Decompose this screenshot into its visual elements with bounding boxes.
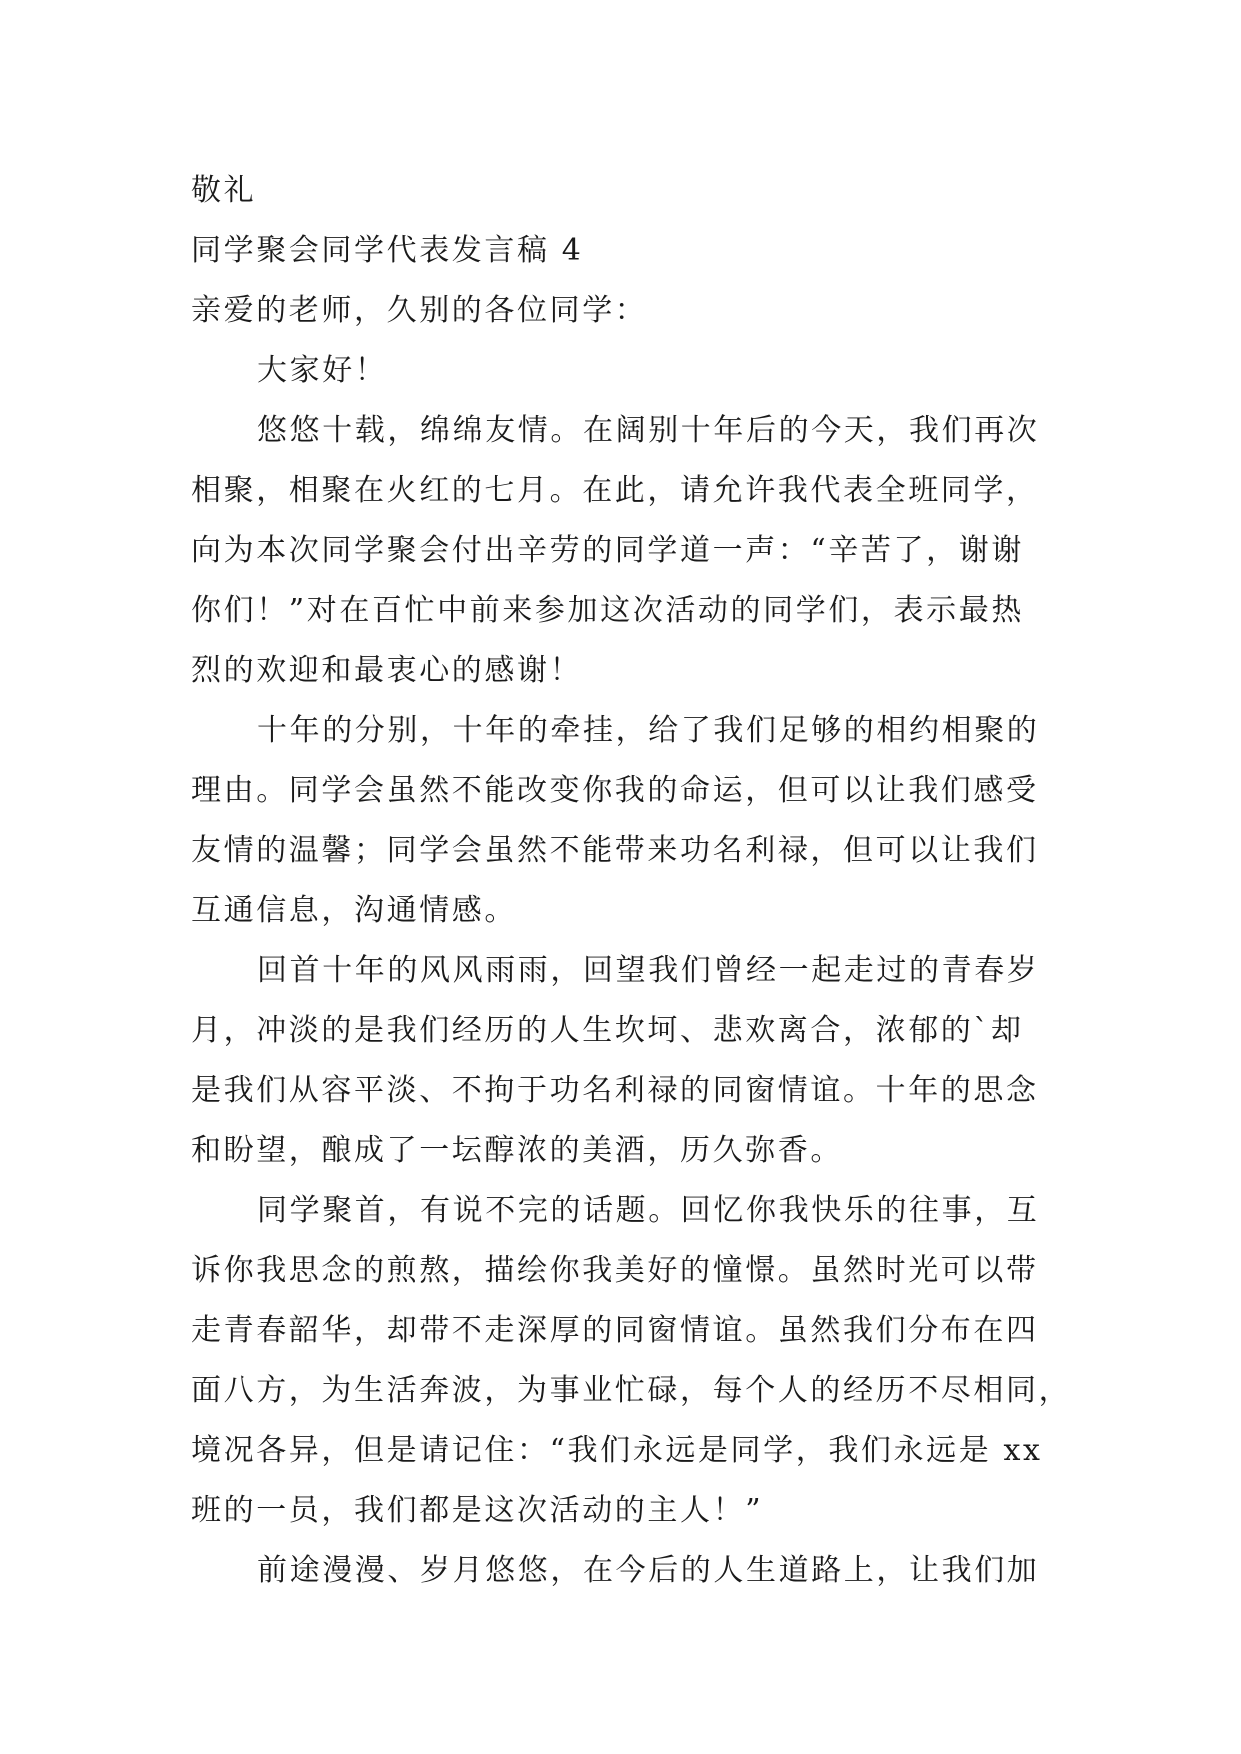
document-body [191,161,1072,1601]
paragraph-4 [191,1181,1072,1541]
paragraph-line: 境况各异，但是请记住：“我们永远是同学，我们永远是 xx [191,1433,1043,1468]
paragraph-line: 和盼望，酿成了一坛醇浓的美酒，历久弥香。 [191,1133,843,1168]
paragraph-line: 悠悠十载，绵绵友情。在阔别十年后的今天，我们再次 [257,413,1040,448]
paragraph-line: 前途漫漫、岁月悠悠，在今后的人生道路上，让我们加 [257,1553,1040,1588]
paragraph-line: 月，冲淡的是我们经历的人生坎坷、悲欢离合，浓郁的`却 [191,1013,1024,1048]
paragraph-line: 烈的欢迎和最衷心的感谢！ [191,653,583,688]
paragraph-line: 友情的温馨；同学会虽然不能带来功名利禄，但可以让我们 [191,833,1039,868]
paragraph-line: 相聚，相聚在火红的七月。在此，请允许我代表全班同学， [191,473,1039,508]
paragraph-line: 理由。同学会虽然不能改变你我的命运，但可以让我们感受 [191,773,1039,808]
paragraph-2 [191,701,1053,941]
paragraph-line: 向为本次同学聚会付出辛劳的同学道一声：“辛苦了，谢谢 [191,533,1024,568]
greeting: 大家好！ [257,353,388,388]
paragraph-line: 互通信息，沟通情感。 [191,893,517,928]
salutation: 亲爱的老师，久别的各位同学： [191,293,648,328]
paragraph-5 [191,1541,1053,1601]
closing-text: 敬礼 [191,173,257,208]
paragraph-line: 你们！”对在百忙中前来参加这次活动的同学们，表示最热 [191,593,1024,628]
paragraph-line: 面八方，为生活奔波，为事业忙碌，每个人的经历不尽相同， [191,1373,1072,1408]
paragraph-1 [191,401,1053,701]
section-title: 同学聚会同学代表发言稿 4 [191,233,584,268]
paragraph-line: 十年的分别，十年的牵挂，给了我们足够的相约相聚的 [257,713,1040,748]
paragraph-line: 诉你我思念的煎熬，描绘你我美好的憧憬。虽然时光可以带 [191,1253,1039,1288]
paragraph-line: 同学聚首，有说不完的话题。回忆你我快乐的往事，互 [257,1193,1040,1228]
paragraph-line: 走青春韶华，却带不走深厚的同窗情谊。虽然我们分布在四 [191,1313,1039,1348]
paragraph-3 [191,941,1053,1181]
paragraph-line: 回首十年的风风雨雨，回望我们曾经一起走过的青春岁 [257,953,1040,988]
paragraph-line: 是我们从容平淡、不拘于功名利禄的同窗情谊。十年的思念 [191,1073,1039,1108]
paragraph-line: 班的一员，我们都是这次活动的主人！” [191,1493,764,1528]
